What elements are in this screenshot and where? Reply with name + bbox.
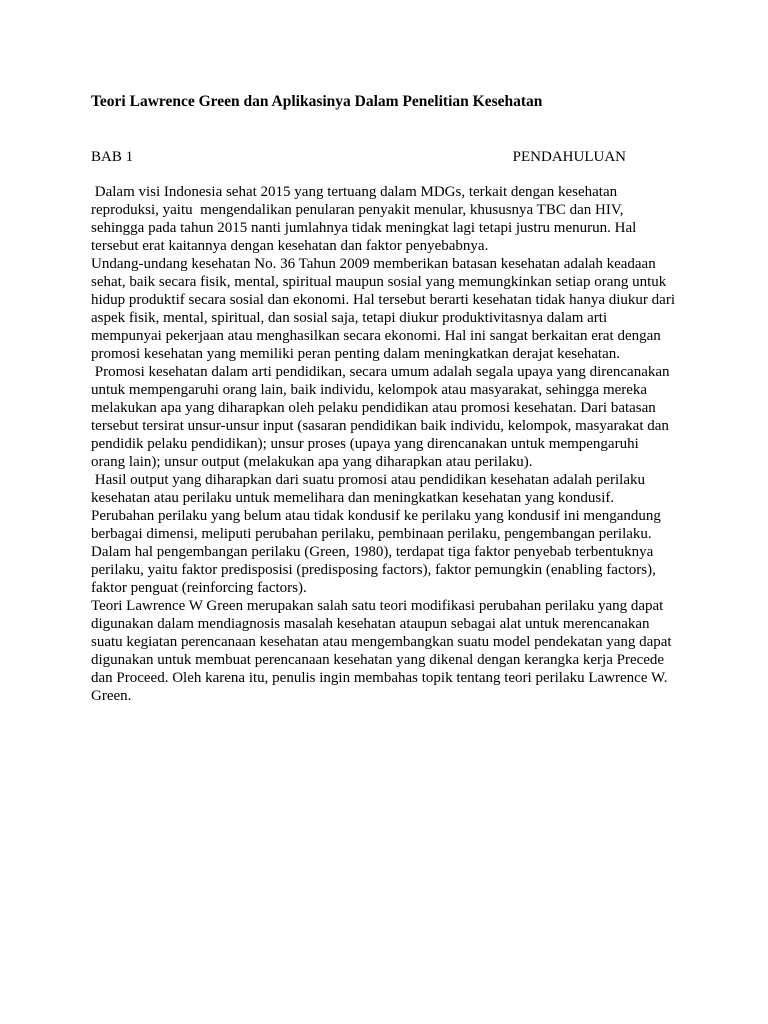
text-line: tersebut erat kaitannya dengan kesehatan dan faktor penyebabnya. xyxy=(91,238,489,254)
text-line: aspek fisik, mental, spiritual, dan sosial saja, tetapi diukur produktivitasnya dalam arti xyxy=(91,310,608,326)
text-line: sehingga pada tahun 2015 nanti jumlahnya tidak meningkat lagi tetapi justru menurun. Hal xyxy=(91,220,637,236)
text-line: Undang-undang kesehatan No. 36 Tahun 2009 memberikan batasan kesehatan adalah keadaan xyxy=(91,256,656,272)
chapter-number: BAB 1 xyxy=(91,149,134,165)
text-line: Green. xyxy=(91,688,132,704)
text-line: Teori Lawrence W Green merupakan salah satu teori modifikasi perubahan perilaku yang dapat xyxy=(91,598,664,614)
text-line: digunakan dalam mendiagnosis masalah kesehatan ataupun sebagai alat untuk merencanakan xyxy=(91,616,650,632)
chapter-title: PENDAHULUAN xyxy=(512,149,626,165)
text-line: Dalam hal pengembangan perilaku (Green, 1980), terdapat tiga faktor penyebab terbentuknya xyxy=(91,544,654,560)
text-line: sehat, baik secara fisik, mental, spiritual maupun sosial yang memungkinkan setiap orang untuk xyxy=(91,274,667,290)
body-text xyxy=(91,183,691,705)
text-line: suatu kegiatan perencanaan kesehatan atau mengembangkan suatu model pendekatan yang dapat xyxy=(91,634,672,650)
text-line: digunakan untuk membuat perencanaan kesehatan yang dikenal dengan kerangka kerja Precede xyxy=(91,652,665,668)
document-title: Teori Lawrence Green dan Aplikasinya Dalam Penelitian Kesehatan xyxy=(91,93,543,110)
text-line: kesehatan atau perilaku untuk memelihara dan meningkatkan kesehatan yang kondusif. xyxy=(91,490,615,506)
text-line: mempunyai pekerjaan atau menghasilkan secara ekonomi. Hal ini sangat berkaitan erat dengan xyxy=(91,328,661,344)
text-line: perilaku, yaitu faktor predisposisi (predisposing factors), faktor pemungkin (enabling factors), xyxy=(91,562,656,578)
text-line: Dalam visi Indonesia sehat 2015 yang tertuang dalam MDGs, terkait dengan kesehatan xyxy=(91,184,618,200)
text-line: reproduksi, yaitu mengendalikan penularan penyakit menular, khususnya TBC dan HIV, xyxy=(91,202,624,218)
text-line: pendidik pelaku pendidikan); unsur proses (upaya yang direncanakan untuk mempengaruhi xyxy=(91,436,639,452)
text-line: untuk mempengaruhi orang lain, baik individu, kelompok atau masyarakat, sehingga mereka xyxy=(91,382,648,398)
text-line: faktor penguat (reinforcing factors). xyxy=(91,580,307,596)
text-line: Hasil output yang diharapkan dari suatu promosi atau pendidikan kesehatan adalah perilaku xyxy=(91,472,645,488)
chapter-heading xyxy=(91,148,626,166)
text-line: Perubahan perilaku yang belum atau tidak kondusif ke perilaku yang kondusif ini mengandung xyxy=(91,508,661,524)
text-line: promosi kesehatan yang memiliki peran penting dalam meningkatkan derajat kesehatan. xyxy=(91,346,620,362)
text-line: dan Proceed. Oleh karena itu, penulis ingin membahas topik tentang teori perilaku Lawrence W. xyxy=(91,670,668,686)
text-line: tersebut tersirat unsur-unsur input (sasaran pendidikan baik individu, kelompok, masyarakat dan xyxy=(91,418,669,434)
text-line: Promosi kesehatan dalam arti pendidikan, secara umum adalah segala upaya yang direncanakan xyxy=(91,364,670,380)
text-line: berbagai dimensi, meliputi perubahan perilaku, pembinaan perilaku, pengembangan perilaku. xyxy=(91,526,652,542)
text-line: hidup produktif secara sosial dan ekonomi. Hal tersebut berarti kesehatan tidak hanya diukur dari xyxy=(91,292,675,308)
text-line: orang lain); unsur output (melakukan apa yang diharapkan atau perilaku). xyxy=(91,454,533,470)
text-line: melakukan apa yang diharapkan oleh pelaku pendidikan atau promosi kesehatan. Dari batasan xyxy=(91,400,656,416)
